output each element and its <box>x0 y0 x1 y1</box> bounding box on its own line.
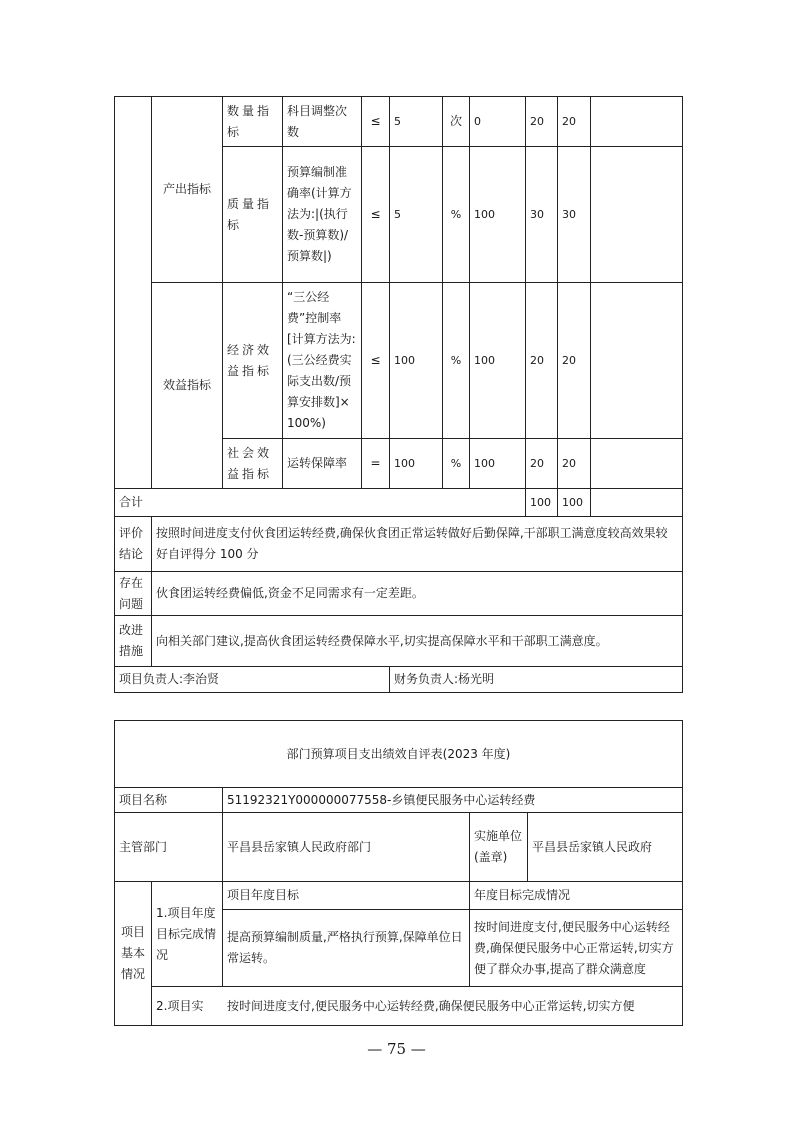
table2-title: 部门预算项目支出绩效自评表(2023 年度) <box>286 746 511 761</box>
indicator-social: 运转保障率 <box>287 456 348 470</box>
indicator-quantity: 科目调整次数 <box>287 103 348 139</box>
score-quality: 30 <box>562 208 576 221</box>
project-responsible: 项目负责人:李治贤 <box>119 672 220 686</box>
goal-text: 提高预算编制质量,严格执行预算,保障单位日常运转。 <box>227 930 463 965</box>
basic-info-label: 项目基本情况 <box>120 925 145 981</box>
level3-quantity: 数量指标 <box>227 103 273 139</box>
operator-social: = <box>370 456 381 470</box>
problems-text: 伙食团运转经费偏低,资金不足同需求有一定差距。 <box>156 586 424 600</box>
total-label: 合计 <box>119 495 144 509</box>
impl-unit-label: 实施单位(盖章) <box>474 829 523 864</box>
target-quantity: 5 <box>394 115 401 128</box>
impl-unit-value: 平昌县岳家镇人民政府 <box>532 839 653 854</box>
level2-output: 产出指标 <box>162 182 211 196</box>
score-quantity: 20 <box>562 115 576 128</box>
conclusion-label: 评价结论 <box>119 526 144 561</box>
dept-label: 主管部门 <box>119 839 168 854</box>
project-name-value: 51192321Y000000077558-乡镇便民服务中心运转经费 <box>227 792 536 807</box>
indicator-economic: “三公经费”控制率[计算方法为:(三公经费实际支出数/预算安排数]×100%) <box>287 290 356 430</box>
impl-status-text: 按时间进度支付,便民服务中心运转经费,确保便民服务中心正常运转,切实方便 <box>227 998 635 1013</box>
level3-social: 社会效益指标 <box>227 445 273 481</box>
annual-goal-label: 1.项目年度目标完成情况 <box>156 905 217 962</box>
page-number: — 75 — <box>367 1040 426 1058</box>
operator-quality: ≤ <box>370 207 381 221</box>
operator-quantity: ≤ <box>370 114 381 128</box>
target-social: 100 <box>394 457 415 470</box>
target-economic: 100 <box>394 354 415 367</box>
unit-quality: % <box>450 208 462 221</box>
score-social: 20 <box>562 457 576 470</box>
operator-economic: ≤ <box>370 353 381 367</box>
target-quality: 5 <box>394 208 401 221</box>
measures-text: 向相关部门建议,提高伙食团运转经费保障水平,切实提高保障水平和干部职工满意度。 <box>156 633 608 648</box>
goal-column-header: 项目年度目标 <box>227 888 300 902</box>
unit-quantity: 次 <box>449 114 462 128</box>
project-name-label: 项目名称 <box>119 792 168 807</box>
actual-economic: 100 <box>474 354 495 367</box>
level3-quality: 质量指标 <box>227 196 273 232</box>
actual-quantity: 0 <box>474 115 481 128</box>
done-column-header: 年度目标完成情况 <box>474 888 571 902</box>
finance-responsible: 财务负责人:杨光明 <box>394 672 495 686</box>
level2-benefit: 效益指标 <box>162 378 211 392</box>
weight-quantity: 20 <box>530 115 544 128</box>
total-score: 100 <box>562 496 583 509</box>
actual-social: 100 <box>474 457 495 470</box>
impl-status-label: 2.项目实 <box>156 998 204 1013</box>
level3-economic: 经济效益指标 <box>227 342 273 378</box>
total-weight: 100 <box>530 496 551 509</box>
weight-social: 20 <box>530 457 544 470</box>
problems-label: 存在问题 <box>119 575 144 611</box>
dept-value: 平昌县岳家镇人民政府部门 <box>227 839 372 854</box>
measures-label: 改进措施 <box>119 623 144 658</box>
done-text: 按时间进度支付,便民服务中心运转经费,确保便民服务中心正常运转,切实方便了群众办事,提高了群众满意度 <box>474 919 674 976</box>
score-economic: 20 <box>562 354 576 367</box>
weight-quality: 30 <box>530 208 544 221</box>
conclusion-text: 按照时间进度支付伙食团运转经费,确保伙食团正常运转做好后勤保障,干部职工满意度较高效果较好自评得分 100 分 <box>156 526 668 561</box>
indicator-quality: 预算编制准确率(计算方法为:|(执行数-预算数)/预算数|) <box>287 165 352 263</box>
unit-social: % <box>450 457 462 470</box>
unit-economic: % <box>450 354 462 367</box>
actual-quality: 100 <box>474 208 495 221</box>
weight-economic: 20 <box>530 354 544 367</box>
